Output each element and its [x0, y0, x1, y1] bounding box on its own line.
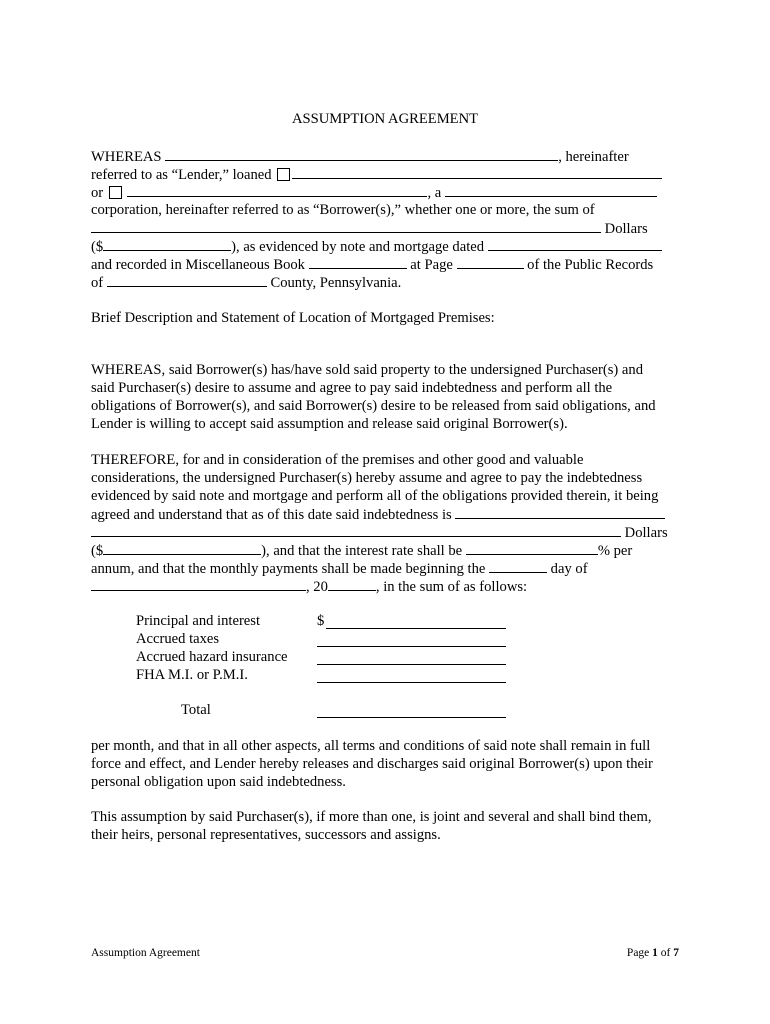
at-page-label: at Page	[410, 257, 453, 273]
comma-20-label: , 20	[306, 579, 328, 595]
p3-line5	[91, 523, 668, 542]
p3-dollars-label: Dollars	[624, 525, 668, 541]
p5-line1: This assumption by said Purchaser(s), if more than one, is joint and several and shall bind them,	[91, 809, 652, 825]
sum-follows-label: , in the sum of as follows:	[375, 579, 528, 595]
county-field[interactable]	[107, 273, 267, 287]
footer-left: Assumption Agreement	[91, 947, 200, 959]
payment-year-field[interactable]	[328, 577, 376, 591]
principal-label: Principal and interest	[136, 613, 261, 629]
page-number: 1	[652, 947, 658, 959]
interest-label: ), and that the interest rate shall be	[261, 543, 463, 559]
hereinafter-label: , hereinafter	[558, 149, 629, 165]
taxes-label: Accrued taxes	[136, 631, 220, 647]
whereas-label: WHEREAS	[91, 149, 162, 165]
borrower-checkbox[interactable]	[109, 186, 122, 199]
interest-rate-field[interactable]	[466, 541, 598, 555]
hazard-label: Accrued hazard insurance	[136, 649, 288, 665]
p3-line3: evidenced by said note and mortgage and perform all of the obligations provided therein, it being	[91, 488, 659, 504]
day-of-label: day of	[550, 561, 588, 577]
page-total: 7	[673, 947, 679, 959]
public-records-label: of the Public Records	[527, 257, 654, 273]
p2-line1: WHEREAS, said Borrower(s) has/have sold said property to the undersigned Purchaser(s) and	[91, 362, 643, 378]
p4-line2: force and effect, and Lender hereby releases and discharges said original Borrower(s) upon their	[91, 756, 653, 772]
of-label: of	[91, 275, 104, 291]
p3-line2: considerations, the undersigned Purchaser(s) hereby assume and agree to pay the indebtedness	[91, 470, 643, 486]
p3-line6	[91, 541, 632, 560]
p5-line2: their heirs, personal representatives, successors and assigns.	[91, 827, 441, 843]
referred-lender-label: referred to as “Lender,” loaned	[91, 167, 272, 183]
corporation-type-field[interactable]	[445, 183, 657, 197]
per-label: % per	[597, 543, 633, 559]
fha-field[interactable]	[317, 682, 506, 683]
indebtedness-words-field-part1[interactable]	[455, 505, 665, 519]
dollars-label: Dollars	[604, 221, 648, 237]
annum-label: annum, and that the monthly payments shall be made beginning the	[91, 561, 486, 577]
total-field[interactable]	[317, 717, 506, 718]
taxes-field[interactable]	[317, 646, 506, 647]
sum-words-field[interactable]	[91, 219, 601, 233]
p4-line1: per month, and that in all other aspects, all terms and conditions of said note shall remain in full	[91, 738, 651, 754]
evidenced-label: ), as evidenced by note and mortgage dated	[231, 239, 485, 255]
p1-line6	[91, 237, 662, 256]
indebtedness-words-field-part2[interactable]	[91, 523, 621, 537]
p1-line4: corporation, hereinafter referred to as “Borrower(s),” whether one or more, the sum of	[91, 202, 595, 218]
brief-description-heading: Brief Description and Statement of Location of Mortgaged Premises:	[91, 310, 495, 326]
borrower-name-field[interactable]	[127, 183, 427, 197]
p3-line4	[91, 505, 665, 524]
indebtedness-amount-field[interactable]	[103, 541, 261, 555]
sum-amount-field[interactable]	[103, 237, 231, 251]
page-prefix: Page	[626, 947, 650, 959]
document-title: ASSUMPTION AGREEMENT	[291, 111, 479, 127]
p2-line3: obligations of Borrower(s), and said Borrower(s) desire to be released from said obligations, and	[91, 398, 656, 414]
p1-line8	[91, 273, 401, 292]
page-of: of	[660, 947, 671, 959]
p1-line1	[91, 147, 629, 166]
payment-month-field[interactable]	[91, 577, 306, 591]
lender-checkbox[interactable]	[277, 168, 290, 181]
loaned-to-field[interactable]	[292, 165, 662, 179]
dollar-sign-label: $	[317, 613, 325, 629]
p4-line3: personal obligation upon said indebtedness.	[91, 774, 346, 790]
page-indicator	[627, 947, 679, 959]
principal-field[interactable]	[326, 628, 506, 629]
hazard-field[interactable]	[317, 664, 506, 665]
total-label: Total	[181, 702, 211, 718]
page-number-field[interactable]	[457, 255, 524, 269]
indebtedness-label: agreed and understand that as of this date said indebtedness is	[91, 507, 452, 523]
book-number-field[interactable]	[309, 255, 407, 269]
p1-line5	[91, 219, 648, 238]
recorded-label: and recorded in Miscellaneous Book	[91, 257, 305, 273]
p3-dollar-open-label: ($	[91, 543, 104, 559]
payment-day-field[interactable]	[489, 559, 547, 573]
p2-line4: Lender is willing to accept said assumption and release said original Borrower(s).	[91, 416, 568, 432]
mortgage-date-field[interactable]	[488, 237, 662, 251]
p3-line1: THEREFORE, for and in consideration of the premises and other good and valuable	[91, 452, 584, 468]
p3-line8	[91, 577, 527, 596]
p1-line2	[91, 165, 662, 184]
a-label: , a	[427, 185, 442, 201]
county-label: County, Pennsylvania.	[270, 275, 402, 291]
p1-line7	[91, 255, 653, 274]
dollar-open-label: ($	[91, 239, 104, 255]
or-label: or	[91, 185, 104, 201]
lender-name-field[interactable]	[165, 147, 558, 161]
p1-line3	[91, 183, 657, 202]
p3-line7	[91, 559, 588, 578]
fha-label: FHA M.I. or P.M.I.	[136, 667, 248, 683]
p2-line2: said Purchaser(s) desire to assume and agree to pay said indebtedness and perform all the	[91, 380, 613, 396]
